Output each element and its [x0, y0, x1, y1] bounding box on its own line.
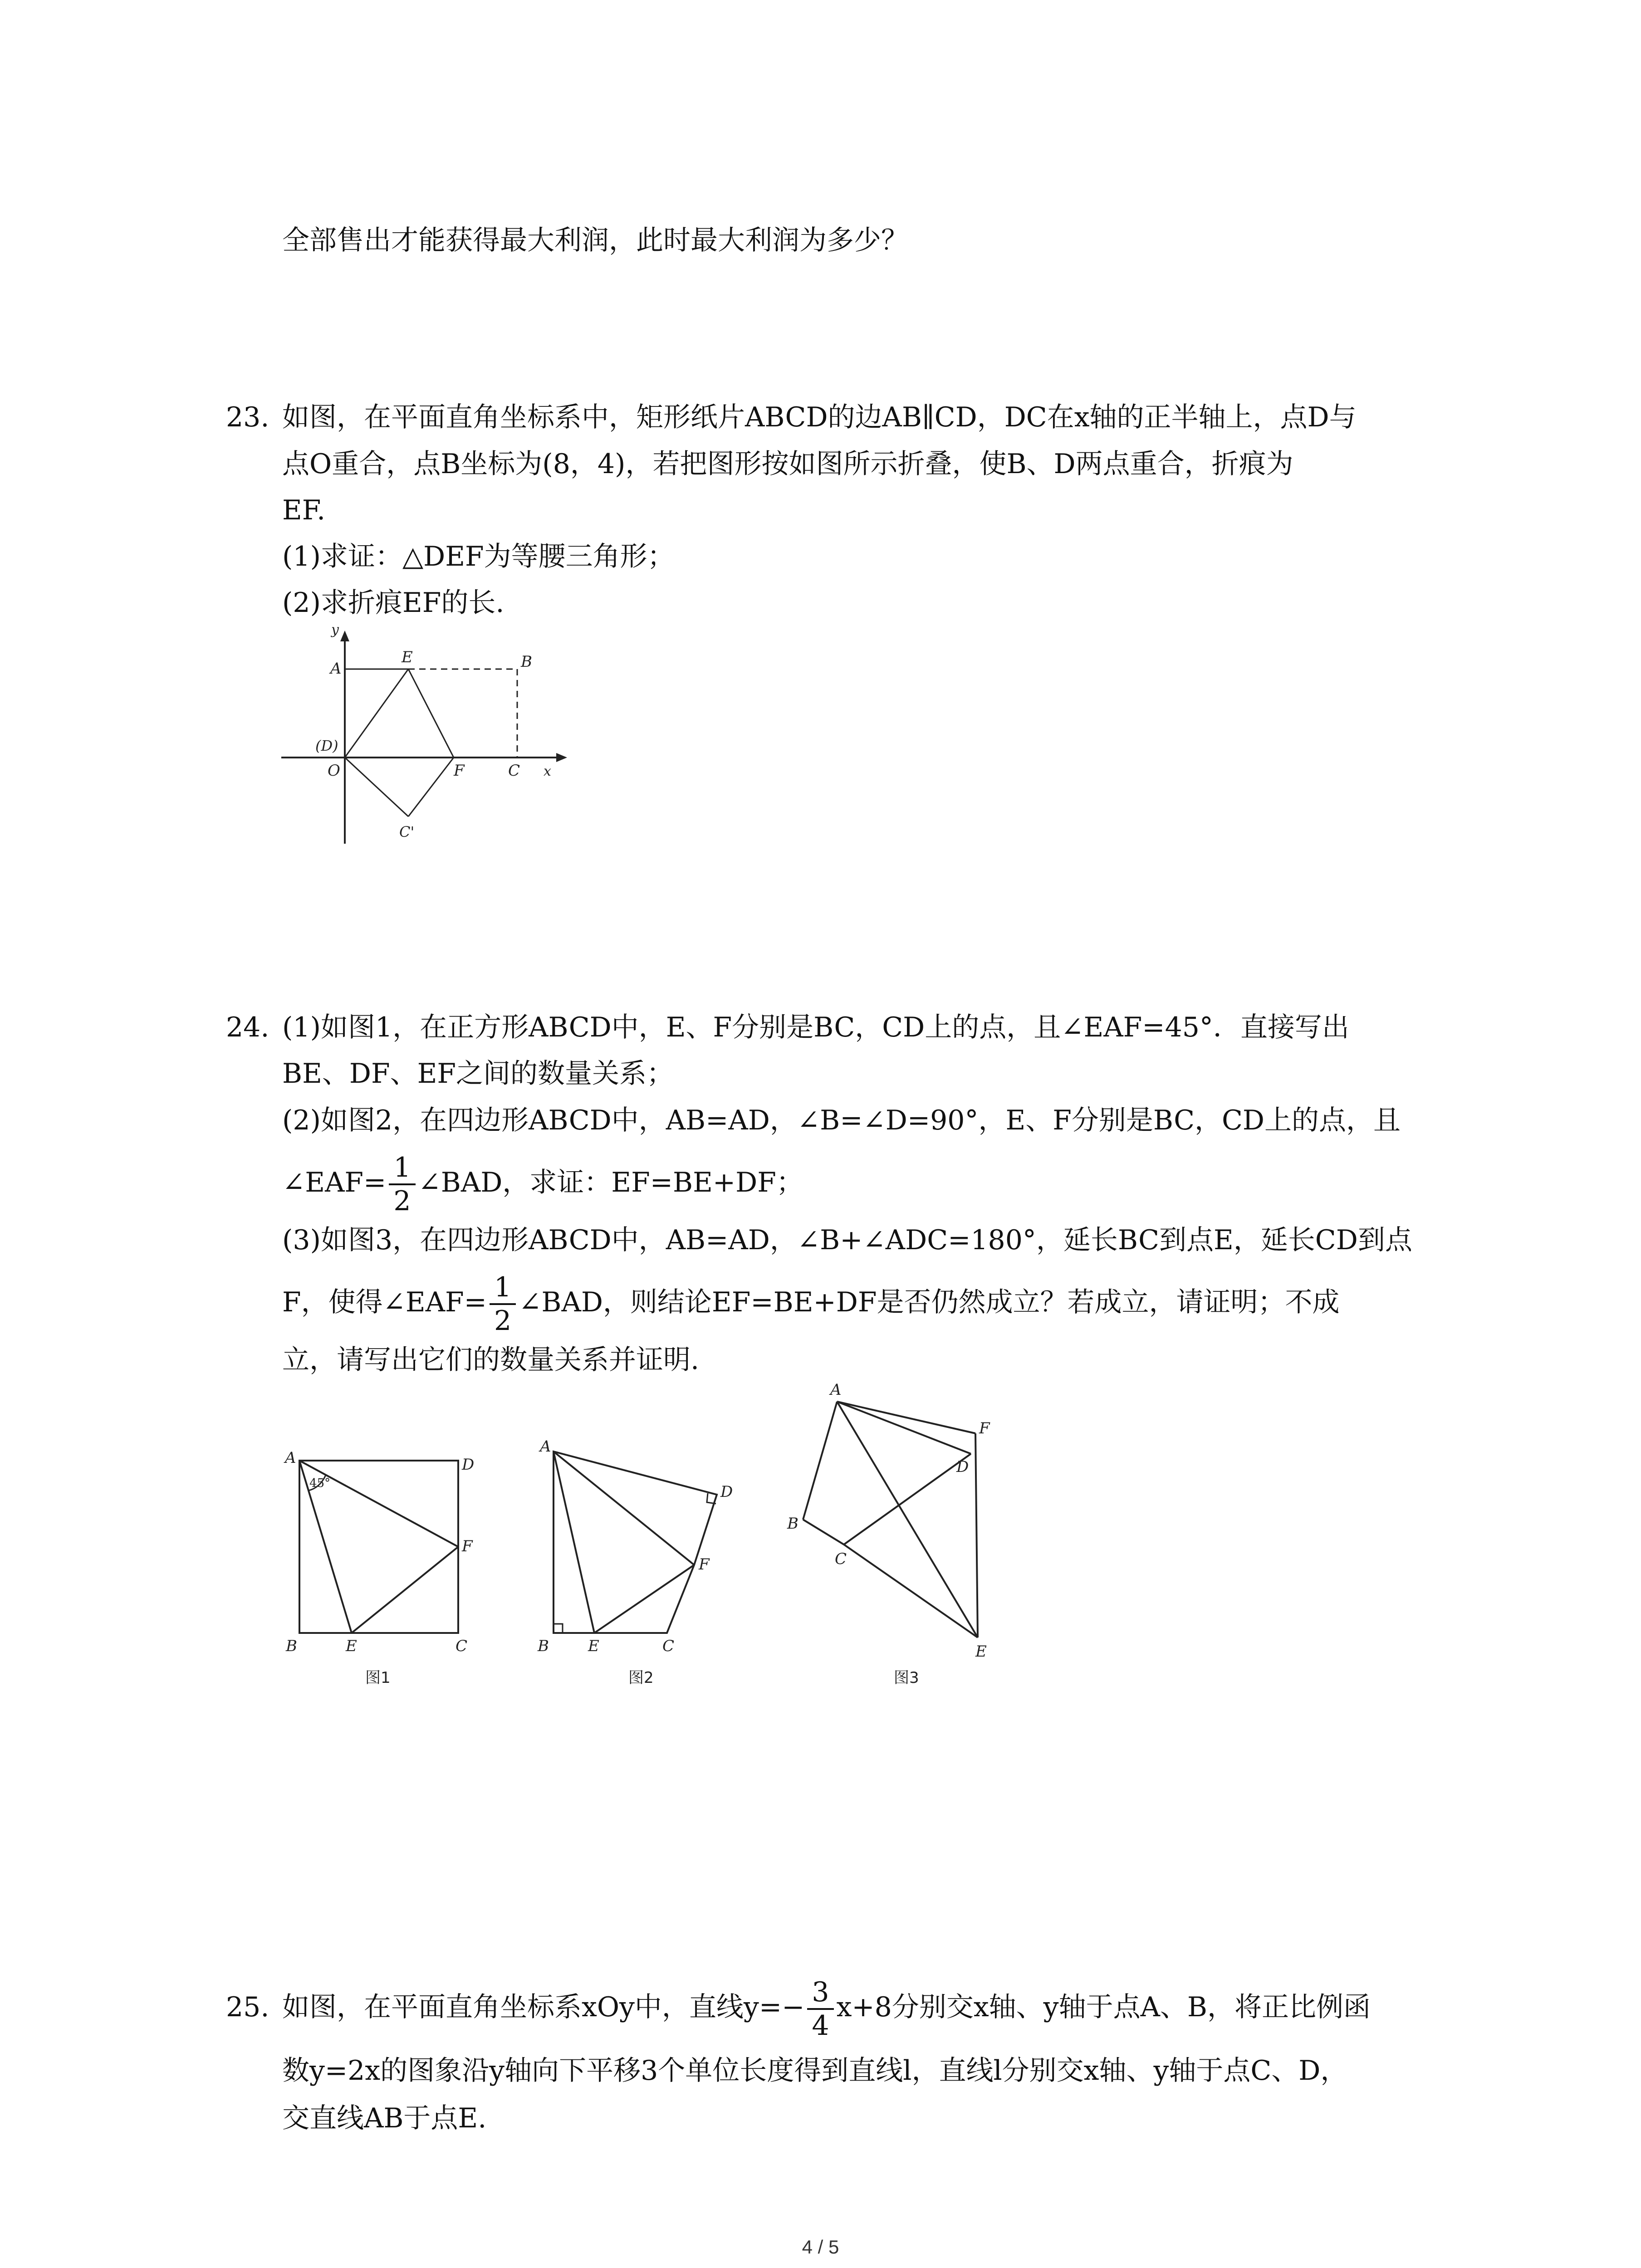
label-C: C [456, 1637, 468, 1655]
label-A: A [330, 660, 342, 678]
label-E: E [402, 648, 413, 666]
fraction-denominator: 2 [393, 1185, 411, 1217]
fraction-denominator: 4 [812, 2010, 829, 2042]
caption-figure-1: 图1 [365, 1669, 391, 1687]
label-D: D [720, 1483, 733, 1501]
q23-line-1: 如图，在平面直角坐标系中，矩形纸片ABCD的边AB∥CD，DC在x轴的正半轴上，点D与 [282, 401, 1357, 433]
label-Cprime: C' [399, 823, 415, 841]
segment-CpF [408, 758, 454, 816]
label-O: O [328, 762, 340, 780]
label-D: (D) [315, 737, 338, 754]
q24-line-5: (3)如图3，在四边形ABCD中，AB=AD，∠B+∠ADC=180°，延长BC到点E，延长CD到点 [282, 1224, 1412, 1256]
label-B: B [286, 1637, 297, 1655]
segment-BC [803, 1520, 844, 1545]
q23-part-1: (1)求证：△DEF为等腰三角形； [282, 541, 675, 572]
label-A: A [285, 1449, 296, 1467]
q24-line-6-start: F，使得∠EAF= [282, 1286, 487, 1318]
segment-EF [352, 1547, 458, 1633]
q25-line-1-start: 如图，在平面直角坐标系xOy中，直线y=− [282, 1991, 805, 2023]
fraction-numerator: 3 [807, 1976, 833, 2010]
q24-figure-3 [771, 1370, 1043, 1696]
q24-line-6 [282, 1268, 1340, 1337]
q24-line-4-start: ∠EAF= [282, 1167, 387, 1198]
segment-DCp [345, 758, 408, 816]
label-E: E [346, 1637, 357, 1655]
segment-FE [975, 1433, 978, 1637]
q24-line-4 [282, 1149, 803, 1217]
label-F: F [699, 1555, 710, 1574]
q25-line-1-end: x+8分别交x轴、y轴于点A、B，将正比例函 [836, 1991, 1371, 2023]
fraction-numerator: 1 [389, 1152, 415, 1185]
label-x: x [544, 763, 551, 779]
segment-DE [345, 669, 408, 758]
q24-number: 24. [226, 1012, 269, 1043]
segment-CF [844, 1454, 971, 1545]
label-E: E [588, 1637, 599, 1655]
fraction-three-quarters [807, 1976, 833, 2042]
q23-part-2: (2)求折痕EF的长. [282, 587, 505, 619]
label-E: E [975, 1642, 987, 1661]
caption-figure-3: 图3 [894, 1669, 919, 1687]
q25-line-1 [282, 1973, 1371, 2042]
q22-continuation: 全部售出才能获得最大利润，此时最大利润为多少？ [282, 225, 908, 256]
q24-line-1: (1)如图1，在正方形ABCD中，E、F分别是BC，CD上的点，且∠EAF=45°．直接写出 [282, 1012, 1349, 1043]
q23-number: 23. [226, 401, 269, 433]
caption-figure-2: 图2 [628, 1669, 654, 1687]
fraction-one-half [389, 1152, 415, 1217]
label-F: F [462, 1537, 473, 1555]
q25-line-3: 交直线AB于点E. [282, 2102, 487, 2134]
label-B: B [787, 1515, 798, 1533]
segment-AF [299, 1461, 458, 1547]
label-D: D [462, 1456, 475, 1474]
q23-line-3: EF. [282, 494, 326, 526]
y-axis-arrow [340, 631, 349, 641]
q24-figure-1 [272, 1438, 490, 1692]
label-C: C [662, 1637, 675, 1655]
segment-AB [803, 1402, 837, 1520]
segment-EF [408, 669, 454, 758]
label-B: B [538, 1637, 549, 1655]
q24-line-6-end: ∠BAD，则结论EF=BE+DF是否仍然成立？若成立，请证明；不成 [519, 1286, 1340, 1318]
q23-figure [272, 626, 581, 853]
q24-line-7: 立，请写出它们的数量关系并证明. [282, 1344, 700, 1376]
q25-number: 25. [226, 1991, 269, 2023]
fraction-numerator: 1 [490, 1271, 516, 1305]
fraction-denominator: 2 [494, 1305, 512, 1337]
label-D: D [956, 1458, 969, 1476]
label-y: y [331, 626, 339, 638]
q24-line-2: BE、DF、EF之间的数量关系； [282, 1058, 674, 1090]
q24-figure-2 [526, 1429, 762, 1692]
segment-AE [837, 1402, 978, 1637]
label-F: F [454, 762, 465, 780]
label-C: C [835, 1550, 847, 1568]
segment-EF [594, 1565, 694, 1633]
label-F: F [979, 1419, 990, 1437]
label-B: B [521, 653, 532, 671]
q24-line-4-end: ∠BAD，求证：EF=BE+DF； [418, 1167, 803, 1198]
page-number: 4 / 5 [802, 2236, 839, 2258]
label-A: A [540, 1437, 551, 1456]
label-C: C [508, 762, 520, 780]
label-A: A [830, 1381, 842, 1399]
q25-line-2: 数y=2x的图象沿y轴向下平移3个单位长度得到直线l，直线l分别交x轴、y轴于点C、D， [282, 2055, 1348, 2087]
fraction-one-half-2 [490, 1271, 516, 1337]
q23-line-2: 点O重合，点B坐标为(8，4)，若把图形按如图所示折叠，使B、D两点重合，折痕为 [282, 448, 1293, 480]
segment-CE [844, 1545, 978, 1637]
q24-line-3: (2)如图2，在四边形ABCD中，AB=AD，∠B=∠D=90°，E、F分别是BC，CD上的点，且 [282, 1105, 1401, 1136]
right-angle-B [554, 1624, 563, 1633]
label-45deg: 45° [309, 1476, 331, 1490]
x-axis-arrow [556, 753, 567, 762]
